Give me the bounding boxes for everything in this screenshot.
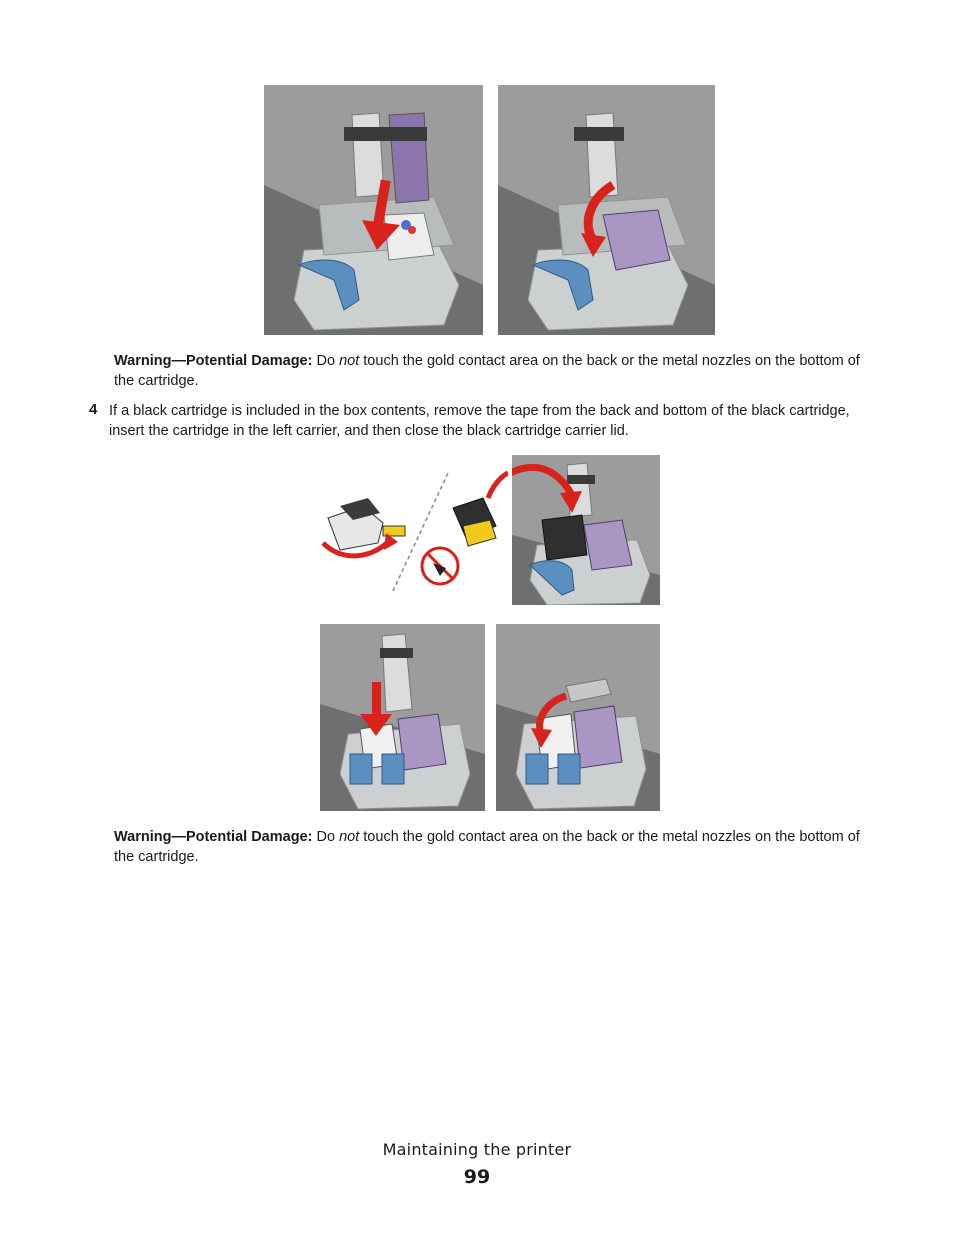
warning-pre: Do <box>316 353 336 369</box>
warning-1 <box>114 351 864 391</box>
warning-label: Warning—Potential Damage: <box>114 829 313 845</box>
figure-insert-color-cartridge-a <box>264 85 483 335</box>
warning-emphasis: not <box>339 353 360 369</box>
warning-label: Warning—Potential Damage: <box>114 353 313 369</box>
warning-emphasis: not <box>339 829 360 845</box>
warning-text: touch the gold contact area on the back or the metal nozzles on the bottom of the cartridge. <box>114 353 860 389</box>
figure-insert-color-cartridge-b <box>498 85 715 335</box>
step-text: If a black cartridge is included in the box contents, remove the tape from the back and bottom of the black cartridge, insert the cartridge in the left carrier, and then close the black cartridge carrier lid. <box>109 403 850 439</box>
figure-black-cartridge-seated <box>320 624 485 811</box>
warning-text: touch the gold contact area on the back or the metal nozzles on the bottom of the cartridge. <box>114 829 860 865</box>
page-number: 99 <box>463 1166 491 1188</box>
step-number: 4 <box>89 401 98 418</box>
warning-2 <box>114 827 864 867</box>
figure-close-black-carrier-lid <box>496 624 660 811</box>
warning-pre: Do <box>316 829 336 845</box>
figure-insert-black-cartridge <box>512 455 660 605</box>
footer-section-title: Maintaining the printer <box>382 1140 572 1159</box>
figure-remove-tape <box>318 468 508 593</box>
